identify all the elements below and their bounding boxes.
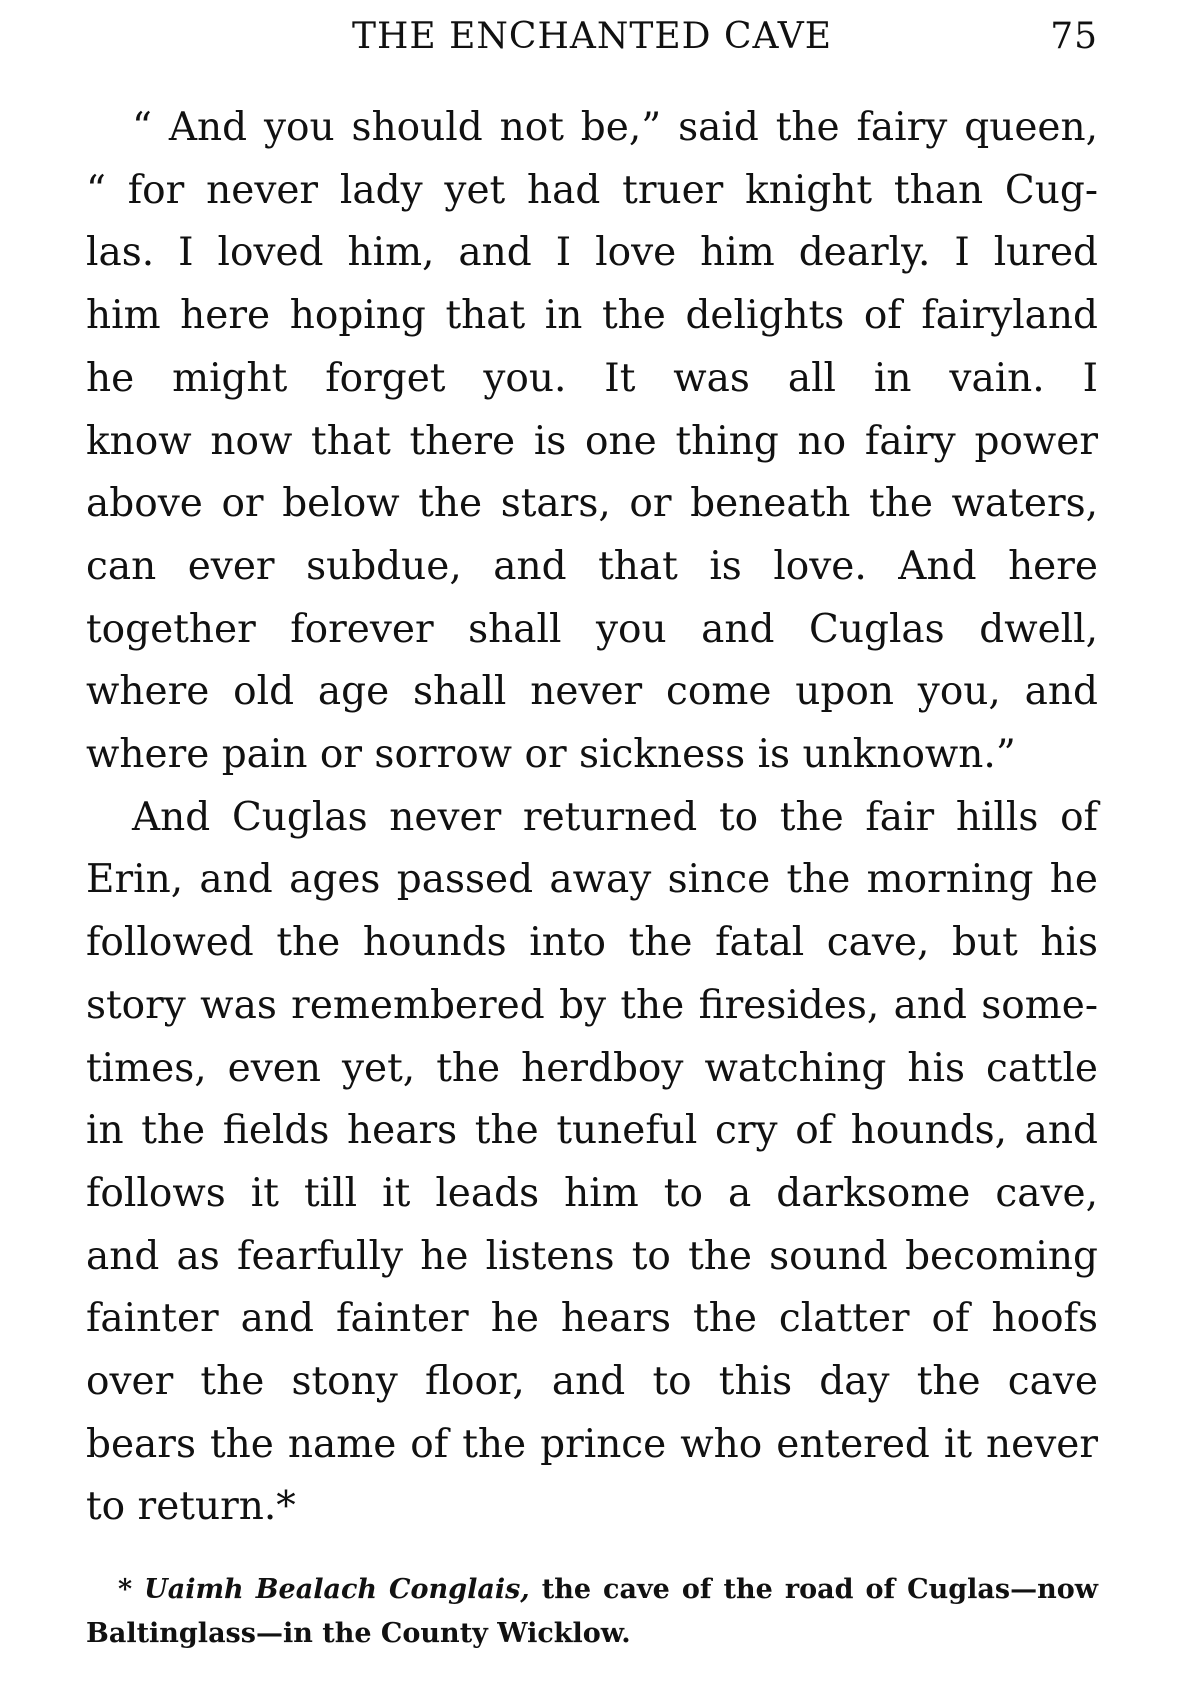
text-line: times, even yet, the herdboy watching his cattle [86, 1045, 1098, 1091]
text-line: followed the hounds into the fatal cave, but his [86, 920, 1098, 966]
page-number: 75 [1050, 16, 1098, 57]
text-line: together forever shall you and Cuglas dwell, [86, 606, 1098, 652]
text-line: follows it till it leads him to a darksome cave, [86, 1170, 1098, 1216]
running-head [86, 16, 1098, 66]
footnote [86, 1568, 1098, 1656]
text-line: in the fields hears the tuneful cry of hounds, and [86, 1108, 1098, 1154]
text-line: story was remembered by the firesides, and some- [86, 982, 1098, 1028]
text-line: over the stony floor, and to this day the cave [86, 1359, 1098, 1405]
footnote-line [86, 1568, 1098, 1612]
text-line: where old age shall never come upon you, and [86, 669, 1098, 715]
text-line: las. I loved him, and I love him dearly. I lured [86, 230, 1098, 276]
footnote-text: the cave of the road of Cuglas—now [529, 1574, 1098, 1605]
text-line: can ever subdue, and that is love. And here [86, 543, 1098, 589]
text-line: bears the name of the prince who entered it never [86, 1421, 1098, 1467]
text-line: above or below the stars, or beneath the waters, [86, 481, 1098, 527]
text-line: “ And you should not be,” said the fairy queen, [132, 105, 1098, 150]
text-line: “ for never lady yet had truer knight than Cug- [86, 167, 1098, 213]
text-line: him here hoping that in the delights of fairyland [86, 293, 1098, 339]
footnote-marker: * [118, 1574, 133, 1605]
running-title: THE ENCHANTED CAVE [352, 16, 832, 57]
text-line: to return.* [86, 1484, 296, 1530]
footnote-line: Baltinglass—in the County Wicklow. [86, 1618, 631, 1649]
text-line: Erin, and ages passed away since the morning he [86, 857, 1098, 903]
text-line: and as fearfully he listens to the sound becoming [86, 1233, 1098, 1279]
text-line: And Cuglas never returned to the fair hills of [132, 794, 1098, 840]
text-line: fainter and fainter he hears the clatter of hoofs [86, 1296, 1098, 1342]
text-line: where pain or sorrow or sickness is unknown.” [86, 732, 1016, 778]
footnote-italic-term: Uaimh Bealach Conglais, [144, 1574, 530, 1605]
text-line: he might forget you. It was all in vain. I [86, 355, 1098, 401]
body-text [86, 97, 1098, 1539]
text-line: know now that there is one thing no fairy power [86, 418, 1098, 464]
